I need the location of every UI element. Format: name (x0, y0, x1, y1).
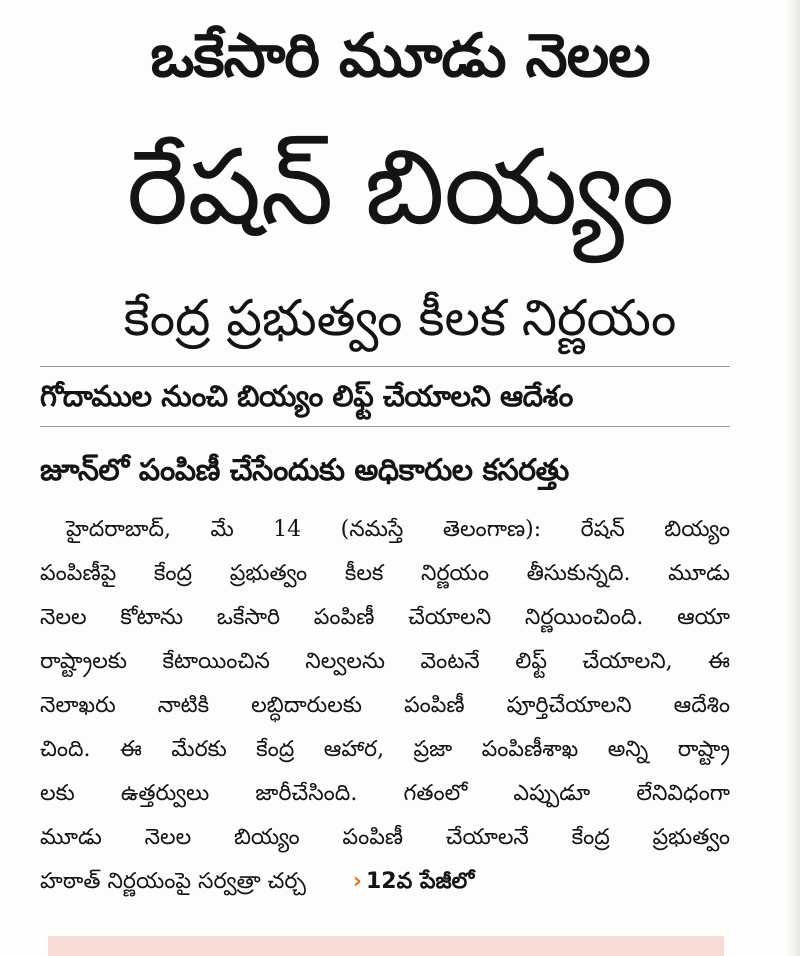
continued-on-page (353, 860, 474, 904)
kicker-headline: ఒకేసారి మూడు నెలల (150, 21, 650, 91)
jump-text: 12వ పేజీలో (365, 869, 475, 894)
deck-line-2: జూన్‌లో పంపిణీ చేసేందుకు అధికారుల కసరత్తు (40, 453, 569, 488)
body-line: రాష్ట్రాలకు కేటాయించిన నిల్వలను వెంటనే లిఫ్ట్ చేయాలని, ఈ (40, 649, 730, 674)
deck-line-1: గోదాముల నుంచి బియ్యం లిఫ్ట్ చేయాలని ఆదేశం (40, 379, 573, 413)
jump-arrow-icon: › (352, 869, 362, 894)
body-line: లకు ఉత్తర్వులు జారీచేసింది. గతంలో ఎప్పుడూ లేనివిధంగా (40, 781, 730, 806)
body-line: హైదరాబాద్, మే 14 (నమస్తే తెలంగాణ): రేషన్ బియ్యం (66, 517, 730, 542)
sub-headline: కేంద్ర ప్రభుత్వం కీలక నిర్ణయం (123, 289, 677, 347)
body-line: మూడు నెలల బియ్యం పంపిణీ చేయాలనే కేంద్ర ప్రభుత్వం (40, 825, 730, 850)
body-line: పంపిణీపై కేంద్ర ప్రభుత్వం కీలక నిర్ణయం తీసుకున్నది. మూడు (40, 561, 730, 586)
body-line: నెలల కోటాను ఒకేసారి పంపిణీ చేయాలని నిర్ణయించింది. ఆయా (40, 605, 730, 630)
body-line-final (40, 860, 730, 904)
body-line: నెలాఖరు నాటికి లబ్ధిదారులకు పంపిణీ పూర్తిచేయాలని ఆదేశిం (40, 693, 730, 718)
divider-middle (40, 426, 730, 427)
main-headline: రేషన్ బియ్యం (126, 126, 674, 248)
body-line-final-text: హఠాత్ నిర్ణయంపై సర్వత్రా చర్చ (40, 869, 306, 894)
article-body (40, 508, 730, 904)
next-article-band (48, 936, 724, 956)
body-line: చింది. ఈ మేరకు కేంద్ర ఆహార, ప్రజా పంపిణీశాఖ అన్ని రాష్ట్రా (40, 737, 730, 762)
divider-top (40, 366, 730, 367)
page-edge-shadow (786, 0, 800, 956)
